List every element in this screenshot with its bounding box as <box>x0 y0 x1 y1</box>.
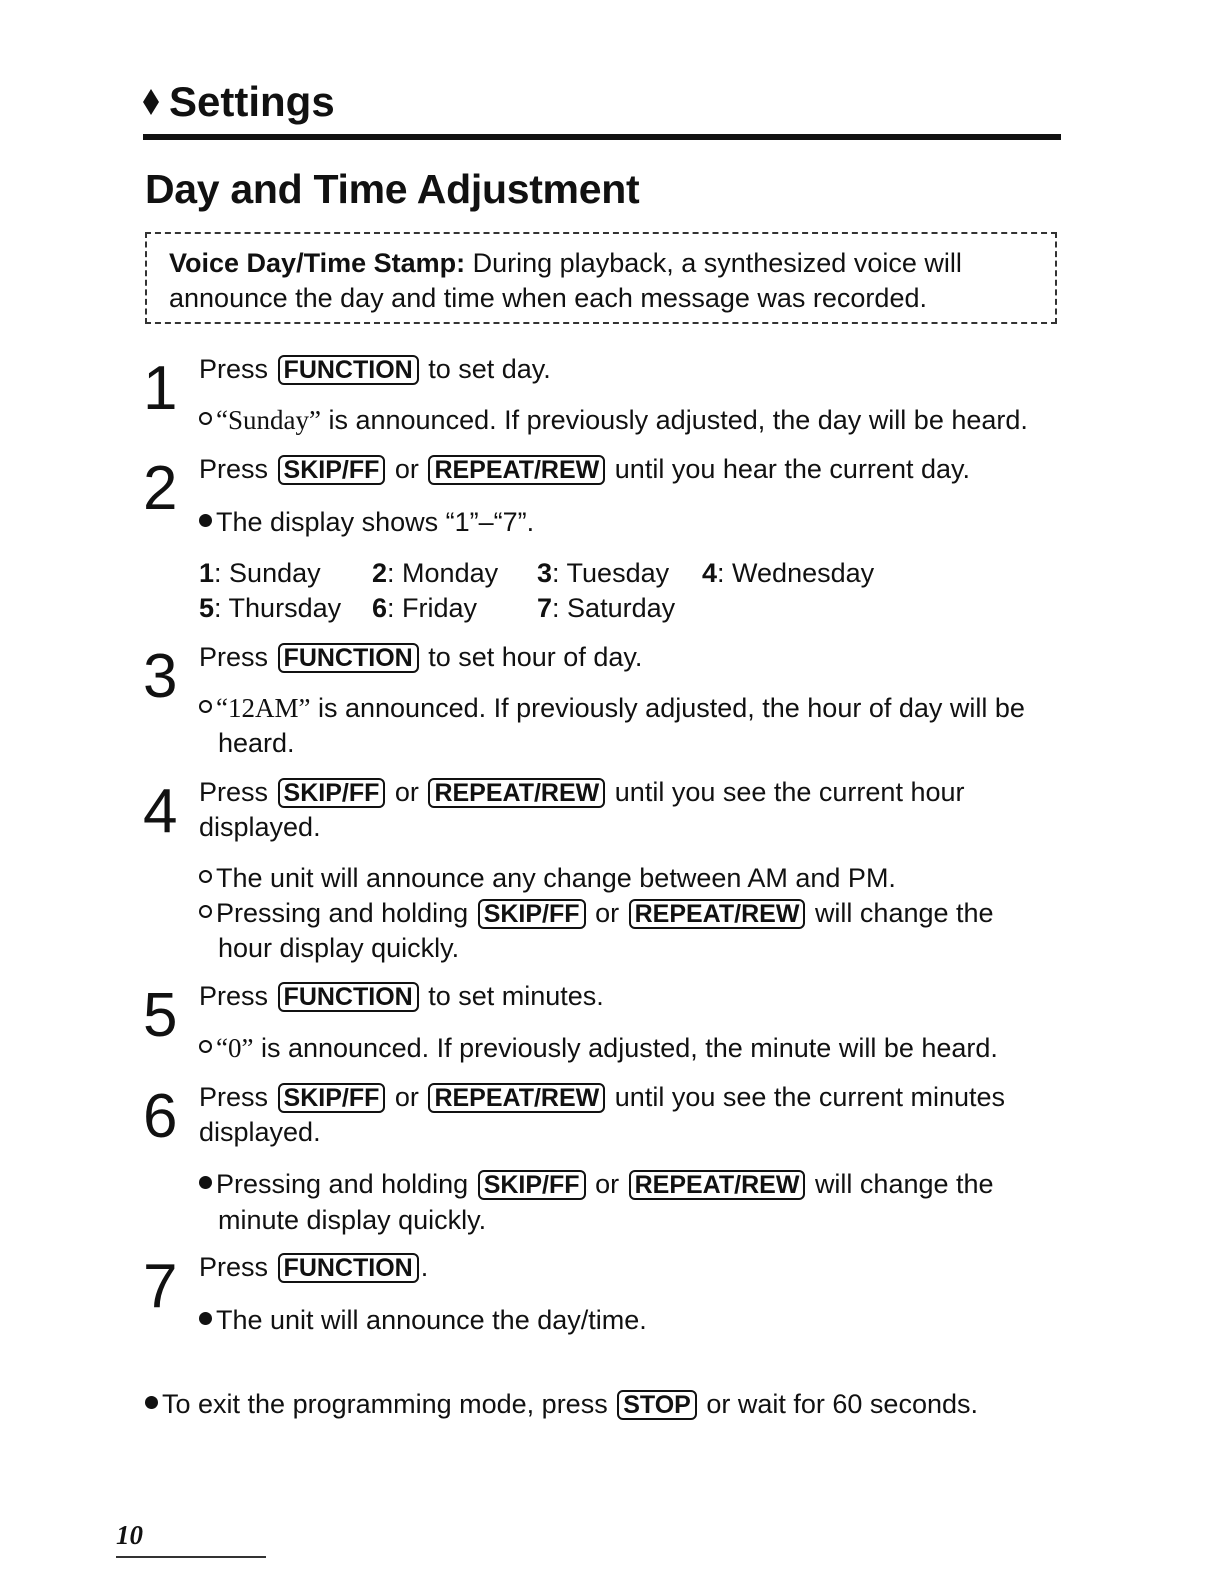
skip-ff-key: SKIP/FF <box>278 1083 386 1113</box>
bullet-icon <box>145 1396 158 1409</box>
step-6-bullet-cont: minute display quickly. <box>218 1205 487 1235</box>
note-text-2: announce the day and time when each message was recorded. <box>169 283 927 313</box>
step-3-bullet: “12AM” is announced. If previously adjusted, the hour of day will be <box>199 691 1025 726</box>
step-2-instruction: Press SKIP/FF or REPEAT/REW until you hear the current day. <box>199 454 970 484</box>
note-text-1: During playback, a synthesized voice will <box>472 248 962 278</box>
step-6-bullet: Pressing and holding SKIP/FF or REPEAT/REW will change the <box>199 1167 994 1202</box>
diamond-bullet-icon <box>143 89 159 115</box>
skip-ff-key: SKIP/FF <box>478 1170 586 1200</box>
voice-stamp-note <box>145 232 1057 324</box>
step-4-instruction-cont: displayed. <box>199 812 321 842</box>
step-5-bullet: “0” is announced. If previously adjusted, the minute will be heard. <box>199 1031 998 1066</box>
section-title: Settings <box>169 78 335 125</box>
step-3-instruction: Press FUNCTION to set hour of day. <box>199 642 643 672</box>
exit-note: To exit the programming mode, press STOP or wait for 60 seconds. <box>145 1387 978 1422</box>
step-4-bullet-2: Pressing and holding SKIP/FF or REPEAT/REW will change the <box>199 896 994 931</box>
day-number-list <box>199 556 899 626</box>
stop-key: STOP <box>617 1390 697 1420</box>
step-number-5: 5 <box>143 981 178 1050</box>
skip-ff-key: SKIP/FF <box>278 778 386 808</box>
day-item: 2: Monday <box>372 558 499 588</box>
function-key: FUNCTION <box>278 1253 419 1283</box>
day-item: 1: Sunday <box>199 558 321 588</box>
function-key: FUNCTION <box>278 982 419 1012</box>
section-heading <box>143 78 335 126</box>
step-4-instruction: Press SKIP/FF or REPEAT/REW until you see the current hour <box>199 777 965 807</box>
step-6-instruction-cont: displayed. <box>199 1117 321 1147</box>
step-1-instruction: Press FUNCTION to set day. <box>199 354 551 384</box>
step-number-2: 2 <box>143 454 178 523</box>
bullet-icon <box>199 412 212 425</box>
step-7-bullet: The unit will announce the day/time. <box>199 1303 647 1338</box>
repeat-rew-key: REPEAT/REW <box>428 778 605 808</box>
day-item: 3: Tuesday <box>537 558 670 588</box>
bullet-icon <box>199 700 212 713</box>
page-title: Day and Time Adjustment <box>145 166 640 212</box>
step-7-instruction: Press FUNCTION . <box>199 1252 429 1282</box>
bullet-icon <box>199 905 212 918</box>
skip-ff-key: SKIP/FF <box>278 455 386 485</box>
function-key: FUNCTION <box>278 355 419 385</box>
bullet-icon <box>199 1040 212 1053</box>
repeat-rew-key: REPEAT/REW <box>428 1083 605 1113</box>
step-6-instruction: Press SKIP/FF or REPEAT/REW until you see the current minutes <box>199 1082 1005 1112</box>
step-number-4: 4 <box>143 777 178 846</box>
skip-ff-key: SKIP/FF <box>478 899 586 929</box>
note-label: Voice Day/Time Stamp: <box>169 248 466 278</box>
step-number-7: 7 <box>143 1252 178 1321</box>
step-number-1: 1 <box>143 354 178 423</box>
step-3-bullet-cont: heard. <box>218 728 295 758</box>
repeat-rew-key: REPEAT/REW <box>428 455 605 485</box>
step-5-instruction: Press FUNCTION to set minutes. <box>199 981 604 1011</box>
heading-rule <box>143 134 1061 140</box>
step-2-bullet: The display shows “1”–“7”. <box>199 505 534 540</box>
function-key: FUNCTION <box>278 643 419 673</box>
page-number: 10 <box>116 1520 143 1550</box>
day-item: 5: Thursday <box>199 593 342 623</box>
step-number-6: 6 <box>143 1082 178 1151</box>
bullet-icon <box>199 1312 212 1325</box>
bullet-icon <box>199 514 212 527</box>
step-number-3: 3 <box>143 642 178 711</box>
repeat-rew-key: REPEAT/REW <box>629 1170 806 1200</box>
step-4-bullet-1: The unit will announce any change between AM and PM. <box>199 861 896 896</box>
day-item: 4: Wednesday <box>702 558 875 588</box>
step-4-bullet-2-cont: hour display quickly. <box>218 933 460 963</box>
page-number-rule <box>116 1556 266 1558</box>
step-1-bullet: “Sunday” is announced. If previously adjusted, the day will be heard. <box>199 403 1028 438</box>
repeat-rew-key: REPEAT/REW <box>629 899 806 929</box>
bullet-icon <box>199 870 212 883</box>
day-item: 7: Saturday <box>537 593 676 623</box>
bullet-icon <box>199 1176 212 1189</box>
day-item: 6: Friday <box>372 593 478 623</box>
